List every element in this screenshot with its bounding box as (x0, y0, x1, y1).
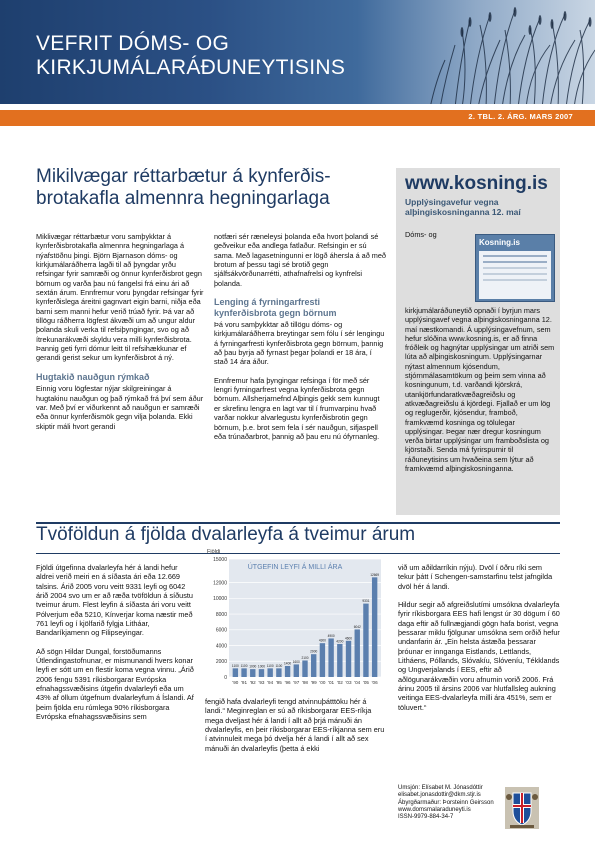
article2-paragraph: Fjöldi útgefinna dvalarleyfa hér á landi hefur aldrei verið meiri en á síðasta ári eða 12.669 talsins. Árið 2005 voru veitt 9331 leyfi og 6042 árið 2004 svo um er að ræða tvöföldun á síðustu tveimur árum. Flest leyfin á síðasta ári voru veitt Pólverjum eða 5210, Kínverjar koma næstir með 761 leyfi og í kjölfarið fylgja Litháar, Bandaríkjamenn og Filipseyingar. (36, 563, 193, 638)
website-screenshot (475, 234, 555, 302)
chart-x-tick-label: '06 (371, 680, 378, 685)
chart-x-tick-label: '94 (267, 680, 274, 685)
chart-x-tick-label: '99 (310, 680, 317, 685)
article1-headline-line2: brotakafla almennra hegningarlaga (36, 188, 330, 209)
chart-bar (294, 664, 299, 677)
sidebar-subtitle: Upplýsingavefur vegna alþingiskosninganna 12. maí (405, 197, 521, 217)
chart-x-tick-label: '04 (354, 680, 361, 685)
chart-x-tick-label: '98 (302, 680, 308, 685)
article2-paragraph: við um aðildarríkin nýju). Dvöl í öðru ríki sem tekur þátt í Schengen-samstarfinu telst jafngilda dvöl hér á landi. (398, 563, 553, 591)
chart-bar (372, 577, 377, 677)
publication-title (36, 32, 456, 80)
chart-data-label: 12669 (370, 572, 380, 577)
chart-y-tick-label: 6000 (215, 627, 227, 634)
permits-chart (205, 545, 383, 692)
article2-paragraph: Að sögn Hildar Dungal, forstöðumanns Útlendingastofnunar, er mismunandi hvers konar leyfi er sótt um en flestir koma vegna vinnu. „Árið 2006 fengu 5391 ríkisborgarar Evrópska efnahagssvæðisins útgefin dvalarleyfi eða um 43% af öllum útgefnum dvalarleyfum á Íslandi. Af þeim fjölda eru rúmlega 90% ríkisborgara Evrópska efnahagssvæðisins sem (36, 646, 194, 722)
chart-bar (276, 668, 281, 677)
chart-x-tick-label: '02 (336, 680, 343, 685)
coat-of-arms-icon (505, 787, 539, 829)
chart-y-tick-label: 4000 (215, 643, 227, 650)
website-screenshot-label: Kosning.is (479, 238, 520, 247)
article1-subheading (214, 297, 386, 318)
footer-website[interactable]: www.domsmalaraduneyti.is (398, 806, 471, 813)
article2-column2 (205, 697, 387, 762)
chart-bar (328, 638, 333, 677)
chart-x-tick-label: '97 (293, 680, 300, 685)
article1-subheading-line1: Lenging á fyrningarfresti (214, 297, 321, 308)
footer-email[interactable]: elisabet.jonasdottir@dkm.stjr.is (398, 792, 481, 799)
chart-x-tick-label: '92 (249, 680, 256, 685)
chart-bar (320, 643, 325, 677)
chart-y-tick-label: 15000 (213, 556, 227, 563)
chart-x-tick-label: '93 (258, 680, 265, 685)
chart-y-tick-label: 12000 (213, 580, 227, 587)
chart-bar (363, 604, 368, 677)
chart-y-tick-label: 10000 (213, 596, 227, 603)
chart-y-tick-label: 0 (224, 674, 227, 681)
chart-bar (311, 654, 316, 677)
article2-headline: Tvöföldun á fjölda dvalarleyfa á tveimur árum (36, 524, 416, 545)
chart-x-tick-label: '91 (241, 680, 248, 685)
article1-headline (36, 166, 386, 210)
chart-data-label: 4600 (344, 636, 353, 641)
article1-paragraph: Einnig voru lögfestar nýjar skilgreiningar á hugtakinu nauðgun og það rýmkað frá því sem áður var. Með því er viðurkennt að nauðgun er samræði eða önnur kynferðismök gegn vilja þolanda. Ekki skiptir máli hvort gerandi (36, 384, 204, 431)
article1-column1 (36, 232, 204, 440)
chart-x-tick-label: '03 (345, 680, 352, 685)
article2-column3 (398, 563, 560, 721)
chart-bar (355, 629, 360, 677)
chart-x-tick-label: '01 (328, 680, 335, 685)
website-content-area (479, 251, 551, 299)
chart-data-label: 1000 (257, 664, 266, 669)
chart-data-label: 1100 (275, 663, 283, 668)
chart-data-label: 4900 (327, 633, 335, 638)
chart-data-label: 1100 (240, 663, 248, 668)
chart-x-tick-label: '96 (284, 680, 291, 685)
chart-data-label: 9331 (362, 599, 370, 604)
chart-y-tick-label: 2000 (215, 659, 227, 666)
chart-data-label: 1600 (292, 659, 300, 664)
chart-x-tick-label: '95 (275, 680, 282, 685)
chart-data-label: 2100 (301, 655, 309, 660)
sidebar-text: Dóms- og kirkjumálaráðuneytið opnaði í byrjun mars upplýsingavef vegna alþingiskosninganna 12. maí næstkomandi. Á upplýsingavefnum, sem hefur slóðina www.kosning.is, er að finna fróðleik og hagnýtar upplýsingar um atriði sem lúta að alþingiskosningum. Upplýsingarnar nýtast almennum kjósendum, stjórnmálasamtökum og þeim sem vinna að kosningunum, t.d. varðandi kjörskrá, utankjörfundaratkvæðagreiðslu og atkvæðagreiðslu á kjördegi. Fjallað er um lög og reglugerðir, kjósendur, framboð, framkvæmd kosninga og tölulegar upplýsingar. Þegar nær dregur kosningum verða birtar upplýsingar um framboðslista og kjörstaði. Senda má fyrirspurnir til ráðuneytisins um hvaðeina sem lýtur að framkvæmd alþingiskosninganna. (405, 230, 555, 474)
article1-paragraph: Þá voru samþykktar að tillögu dóms- og kirkjumálaráðherra breytingar sem fólu í sér lengingu á fyrningarfresti kynferðisbrota gegn börnum, þannig að þau byrja að fyrnast þegar þolandi er 18 ára, í stað 14 ára áður. (214, 320, 385, 367)
chart-bar (259, 669, 264, 677)
issue-info: 2. TBL. 2. ÁRG. MARS 2007 (468, 112, 573, 121)
chart-y-tick-label: 8000 (215, 611, 227, 618)
article1-paragraph: notfæri sér ræneleysi þolanda eða hvort þolandi sé geðveikur eða andlega fatlaður. Refsingin er sú sama. Með lagasetningunni er lögð áhersla á að með brotum af þessu tagi sé brotið gegn sjálfsákvörðunarrétti, athafnafrelsi og kynfrelsi þolanda. (214, 232, 386, 288)
chart-data-label: 1400 (284, 661, 292, 666)
chart-bar (302, 660, 307, 677)
chart-data-label: 1100 (231, 663, 239, 668)
footer-responsible: Ábyrgðarmaður: Þorsteinn Geirsson (398, 799, 494, 806)
chart-y-axis-label: Fjöldi (207, 549, 221, 555)
chart-x-tick-label: '90 (232, 680, 239, 685)
article1-headline-line1: Mikilvægar réttarbætur á kynferðis- (36, 166, 331, 187)
article2-column1 (36, 563, 196, 731)
article1-column2 (214, 232, 386, 450)
chart-bar (250, 669, 255, 677)
permits-chart-svg (205, 545, 383, 692)
chart-x-tick-label: '00 (319, 680, 326, 685)
chart-bar (267, 668, 272, 677)
footer-issn: ISSN-9979-884-34-7 (398, 814, 454, 821)
chart-bar (241, 668, 246, 677)
publication-title-line1: VEFRIT DÓMS- OG (36, 32, 230, 55)
article2-paragraph: Hildur segir að afgreiðslutími umsókna dvalarleyfa fyrir ríkisborgara EES hafi lengst úr 30 dögum í 60 daga eftir að fullnægjandi gögn hafa borist, vegna þessarar miklu fjölgunar umsókna sem orðið hefur undanfarin ár. „Ein helsta ástæða þessarar þróunar er innganga Eistlands, Lettlands, Litháens, Póllands, Slóvakíu, Slóveníu, Tékklands og Ungverjalands í EES, eftir að aðlögunarákvæðin voru afnumin vorið 2006. Frá árinu 2005 til ársins 2006 var hlutfallsleg aukning veitinga EES-dvalarleyfa milli ára 451%, sem er töluvert.“ (398, 600, 560, 712)
sidebar-url[interactable]: www.kosning.is (405, 173, 548, 194)
chart-x-tick-label: '05 (362, 680, 369, 685)
chart-data-label: 2900 (310, 649, 318, 654)
article1-paragraph: Ennfremur hafa þyngingar refsinga í för með sér lengri fyrningarfrest vegna kynferðisbrota gegn börnum. Allsherjarnefnd Alþingis gekk sem kunnugt er skrefinu lengra en lagt var til í frumvarpinu hvað varðar nokkur alvarlegustu kynferðisbrotin gegn börnum, þ.e. brot sem fela í sér nauðgun, sifjaspell eða trúnaðarbrot, þannig að þau eru nú ófyrnanleg. (214, 375, 380, 441)
footer-editor: Umsjón: Elísabet M. Jónasdóttir (398, 785, 483, 791)
chart-bar (285, 666, 290, 677)
chart-data-label: 1000 (249, 664, 257, 669)
chart-data-label: 4200 (336, 639, 344, 644)
chart-data-label: 4300 (318, 638, 326, 643)
article2-paragraph: fengið hafa dvalarleyfi tengd atvinnuþátttöku hér á landi.“ Meginreglan er sú að ríkisborgarar EES-ríkja mega dveljast hér á landi í allt að þrjá mánuði án dvalarleyfis, en þeir ríkisborgarar EES-ríkjanna sem eru í atvinnuleit mega þó dvelja hér á landi í allt að sex mánuði án dvalarleyfis (þetta á ekki (205, 697, 385, 753)
chart-bar (233, 668, 238, 677)
publication-title-line2: KIRKJUMÁLARÁÐUNEYTISINS (36, 56, 346, 79)
article1-paragraph: Miklivægar réttarbætur voru samþykktar á kynferðisbrotakafla almennra hegningarlaga á nýafstöðnu þingi. Björn Bjarnason dóms- og kirkjumálaráðherra lagði til að þyngdar yrðu refsingar fyrir samræði og önnur kynferðisbrot gegn börnum og varða þau nú fangelsi frá einu ári að sextán árum. Ennfremur voru þyngdar refsingar fyrir kynferðislega áreitni gagnvart eigin barni, niðja eða barni sem manni hefur verið trúað fyrir. Þá var að tillögu ráðherra lögfest ákvæði um að ungur aldur þolanda skuli verka til refsiþyngingar, svo og að ítrekunarákvæði skyldu vera milli kynferðisbrota. Þannig geti fyrri dómur leitt til refsihækkunar ef gerandi gerist sekur um kynferðisbrot á ný. (36, 232, 204, 363)
chart-data-label: 1100 (266, 663, 274, 668)
article1-subheading: Hugtakið nauðgun rýmkað (36, 371, 150, 382)
chart-bar (337, 644, 342, 677)
chart-title: ÚTGEFIN LEYFI Á MILLI ÁRA (247, 564, 343, 571)
chart-bar (346, 641, 351, 677)
chart-data-label: 6042 (353, 624, 361, 629)
sidebar-body (405, 230, 555, 473)
article1-subheading-line2: kynferðisbrota gegn börnum (214, 307, 337, 318)
